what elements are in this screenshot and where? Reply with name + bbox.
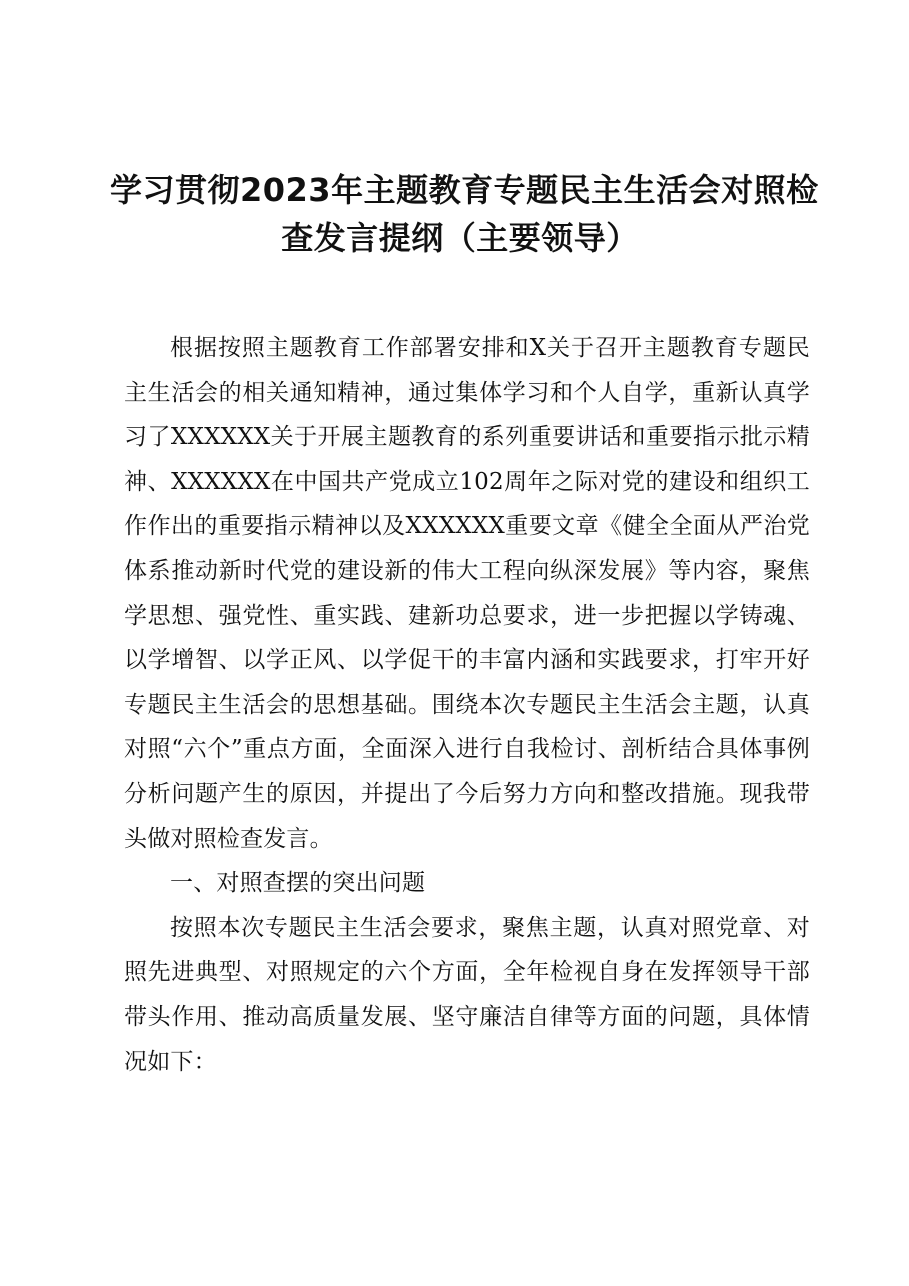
title-line-1: 学习贯彻2023年主题教育专题民主生活会对照检: [110, 171, 819, 209]
paragraph-section-1: 按照本次专题民主生活会要求，聚焦主题，认真对照党章、对照先进典型、对照规定的六个方面，全年检视自身在发挥领导干部带头作用、推动高质量发展、坚守廉洁自律等方面的问题，具体情况如下：: [124, 914, 810, 1075]
section-heading: 一、对照查摆的突出问题: [170, 870, 426, 897]
paragraph-intro: 根据按照主题教育工作部署安排和X关于召开主题教育专题民主生活会的相关通知精神，通过集体学习和个人自学，重新认真学习了XXXXXX关于开展主题教育的系列重要讲话和重要指示批示精神、XXXXXX在中国共产党成立102周年之际对党的建设和组织工作作出的重要指示精神以及XXXXXX重要文章《健全全面从严治党体系推动新时代党的建设新的伟大工程向纵深发展》等内容，聚焦学思想、强党性、重实践、建新功总要求，进一步把握以学铸魂、以学增智、以学正风、以学促干的丰富内涵和实践要求，打牢开好专题民主生活会的思想基础。围绕本次专题民主生活会主题，认真对照“六个”重点方面，全面深入进行自我检讨、剖析结合具体事例分析问题产生的原因，并提出了今后努力方向和整改措施。现我带头做对照检查发言。: [124, 335, 810, 852]
title-line-2: 查发言提纲（主要领导）: [281, 219, 639, 257]
document-body: [124, 326, 810, 1084]
document-title: [110, 166, 819, 262]
